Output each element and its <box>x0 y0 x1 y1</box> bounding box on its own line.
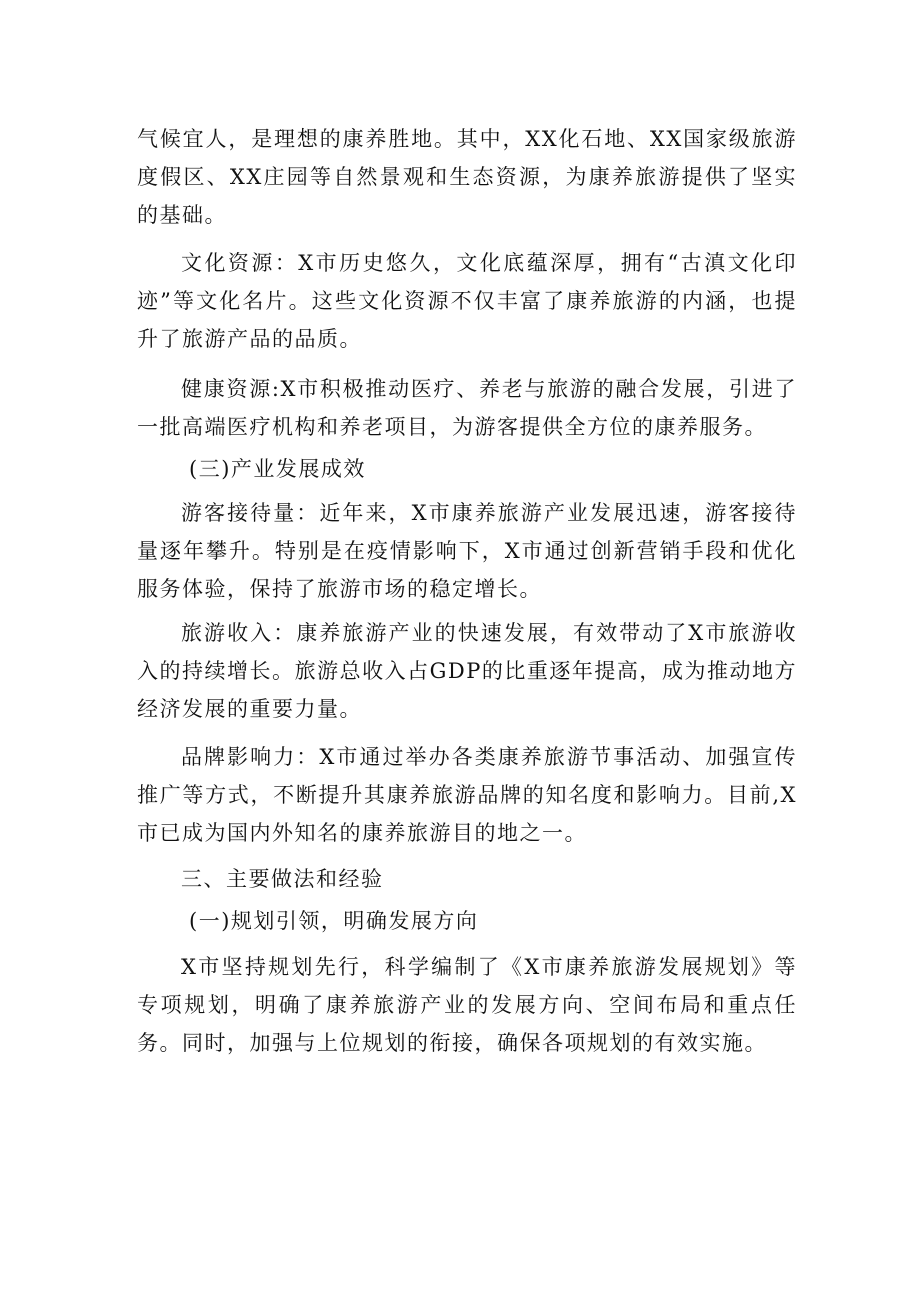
section-heading-industry-results: (三)产业发展成效 <box>189 457 366 481</box>
section-heading-main-practices: 三、主要做法和经验 <box>181 867 384 891</box>
paragraph-visitor-volume: 游客接待量：近年来，X市康养旅游产业发展迅速，游客接待量逐年攀升。特别是在疫情影响下，X市通过创新营销手段和优化服务体验，保持了旅游市场的稳定增长。 <box>137 501 797 601</box>
paragraph-health-resources: 健康资源:X市积极推动医疗、养老与旅游的融合发展，引进了一批高端医疗机构和养老项目，为游客提供全方位的康养服务。 <box>137 377 797 439</box>
paragraph-planning: X市坚持规划先行，科学编制了《X市康养旅游发展规划》等专项规划，明确了康养旅游产业的发展方向、空间布局和重点任务。同时，加强与上位规划的衔接，确保各项规划的有效实施。 <box>137 955 797 1055</box>
paragraph-natural-resources-continued: 气候宜人，是理想的康养胜地。其中，XX化石地、XX国家级旅游度假区、XX庄园等自然景观和生态资源，为康养旅游提供了坚实的基础。 <box>137 127 797 227</box>
document-body <box>137 120 797 1062</box>
paragraph-tourism-revenue: 旅游收入：康养旅游产业的快速发展，有效带动了X市旅游收入的持续增长。旅游总收入占GDP的比重逐年提高，成为推动地方经济发展的重要力量。 <box>137 621 797 721</box>
paragraph-cultural-resources: 文化资源：X市历史悠久，文化底蕴深厚，拥有“古滇文化印迹”等文化名片。这些文化资源不仅丰富了康养旅游的内涵，也提升了旅游产品的品质。 <box>137 251 797 351</box>
paragraph-brand-influence: 品牌影响力：X市通过举办各类康养旅游节事活动、加强宣传推广等方式，不断提升其康养旅游品牌的知名度和影响力。目前,X市已成为国内外知名的康养旅游目的地之一。 <box>137 745 797 845</box>
subsection-heading-planning: (一)规划引领，明确发展方向 <box>189 909 479 933</box>
